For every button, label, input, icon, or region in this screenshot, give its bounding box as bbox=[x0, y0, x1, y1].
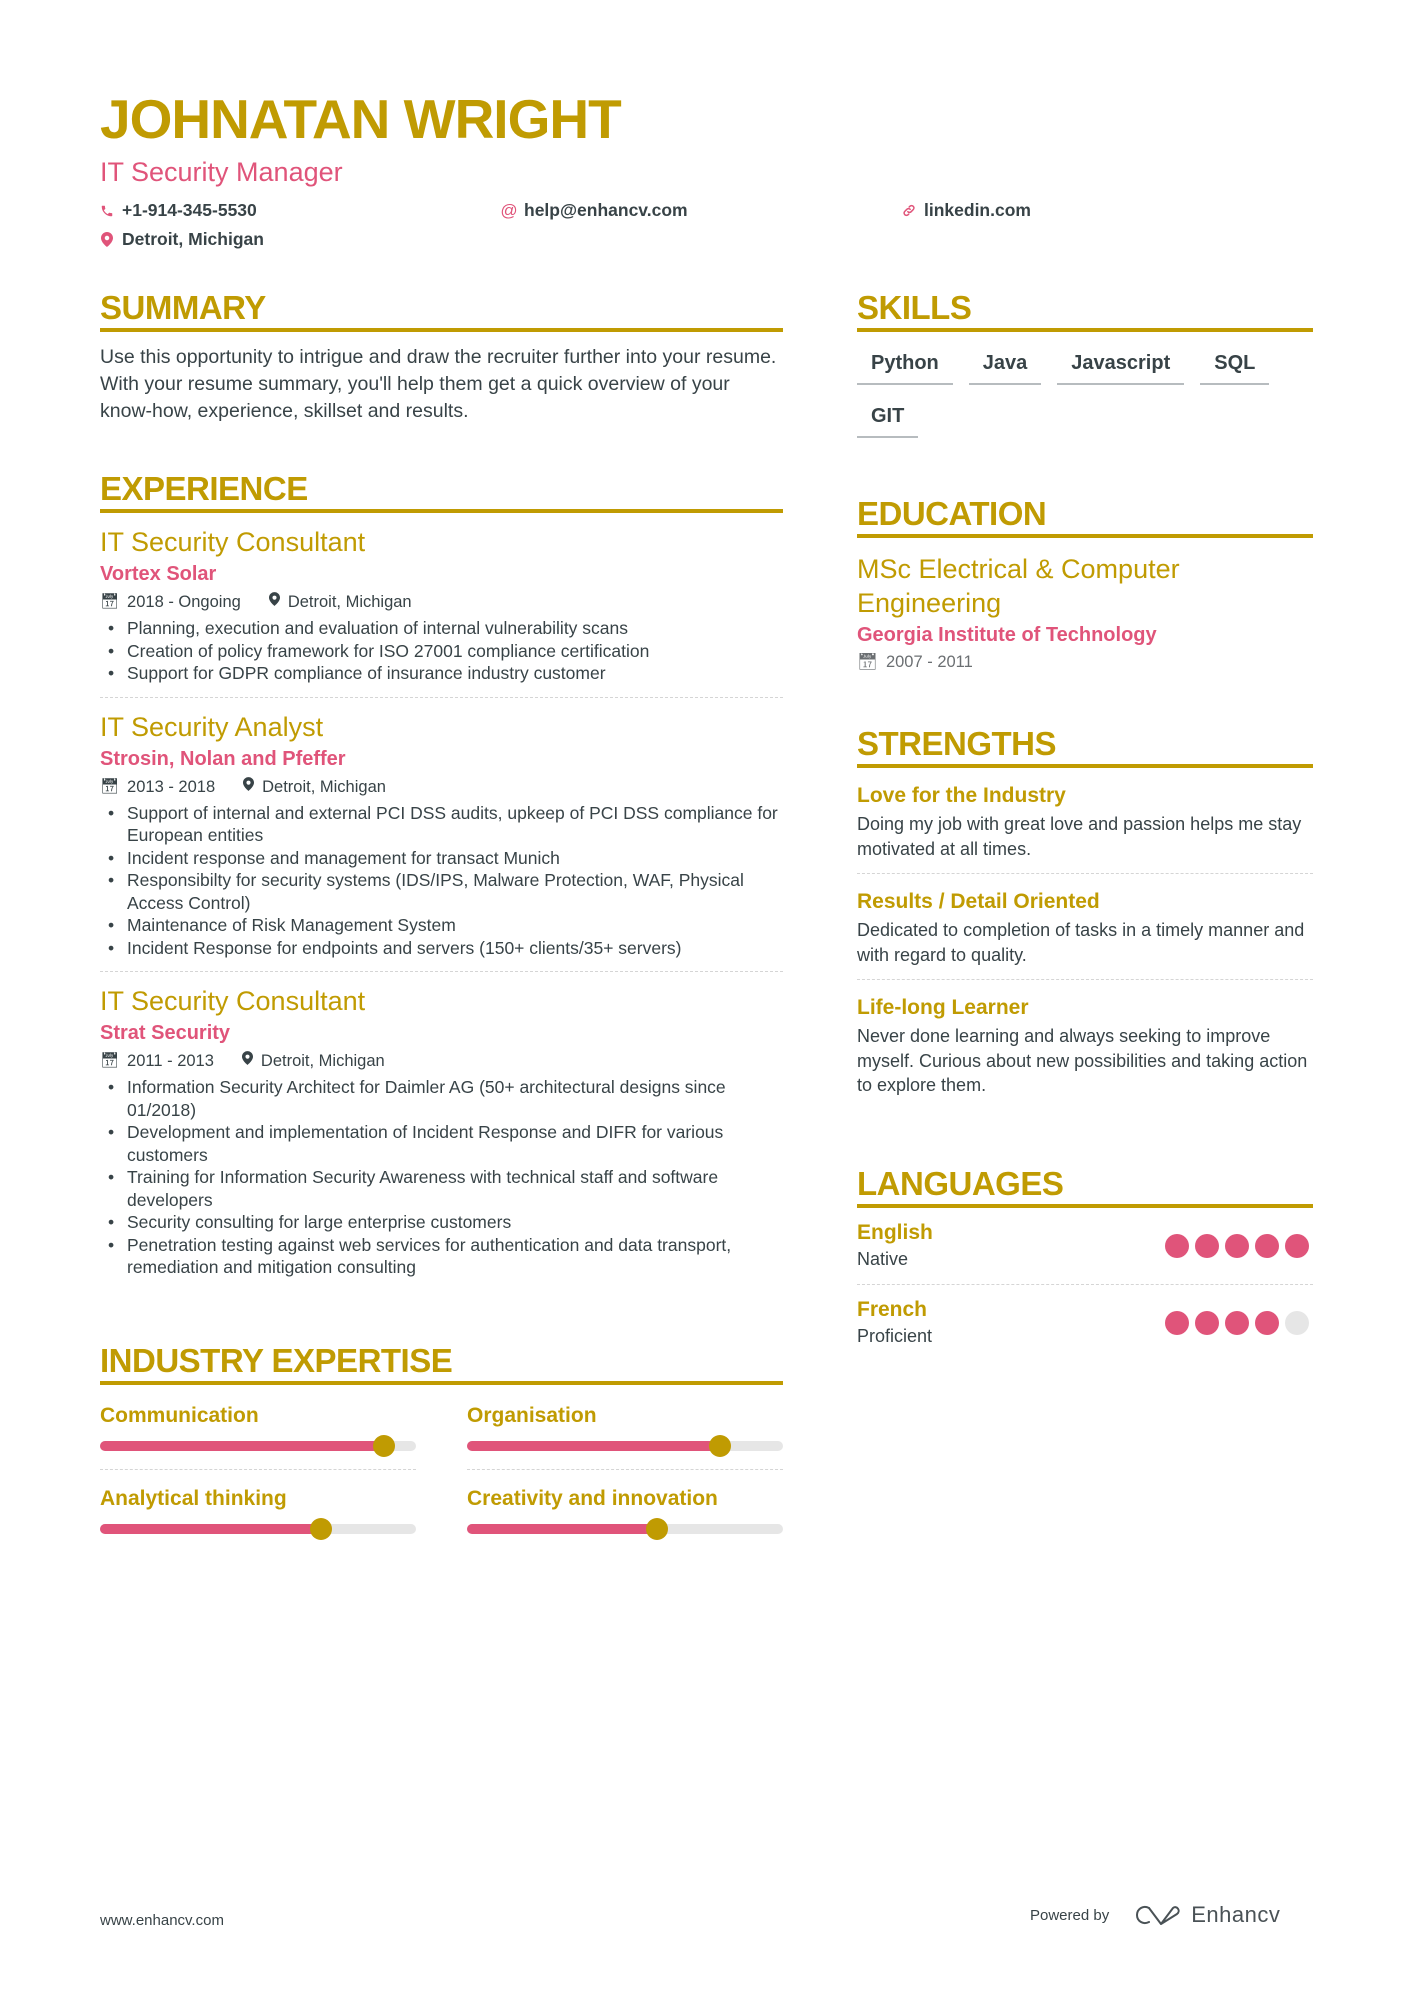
bullet-item: • Planning, execution and evaluation of internal vulnerability scans bbox=[100, 617, 783, 640]
company-name: Vortex Solar bbox=[100, 563, 217, 585]
strength-item bbox=[857, 768, 1313, 874]
language-text bbox=[857, 1297, 932, 1349]
bullet-item: • Security consulting for large enterprise customers bbox=[100, 1211, 783, 1234]
job-bullets bbox=[100, 1076, 783, 1279]
footer-website[interactable]: www.enhancv.com bbox=[100, 1912, 224, 1929]
contact-phone bbox=[100, 200, 257, 221]
job-dates: 2018 - Ongoing bbox=[127, 593, 241, 611]
language-name: English bbox=[857, 1220, 933, 1244]
strengths-section bbox=[857, 724, 1313, 1110]
experience-section bbox=[100, 469, 783, 1291]
slider-knob bbox=[373, 1435, 395, 1457]
company-name: Strat Security bbox=[100, 1022, 231, 1044]
experience-item bbox=[100, 698, 783, 973]
summary-text: Use this opportunity to intrigue and draw the recruiter further into your resume. With your resume summary, you'll help them get a quick overview of your know-how, experience, skillset and results. bbox=[100, 346, 777, 422]
job-location: Detroit, Michigan bbox=[260, 1052, 385, 1070]
expertise-label: Organisation bbox=[467, 1403, 597, 1427]
contact-info bbox=[100, 194, 1320, 264]
calendar-icon: 📅︎ bbox=[857, 653, 878, 671]
left-column bbox=[100, 288, 783, 1590]
expertise-heading: INDUSTRY EXPERTISE bbox=[100, 1341, 783, 1385]
language-level: Native bbox=[857, 1248, 909, 1269]
summary-section bbox=[100, 288, 783, 425]
strength-item bbox=[857, 980, 1313, 1110]
school-name: Georgia Institute of Technology bbox=[857, 624, 1157, 646]
powered-by-label: Powered by bbox=[1030, 1906, 1110, 1924]
job-meta bbox=[100, 589, 783, 615]
skills-heading: SKILLS bbox=[857, 288, 1313, 332]
bullet-item: • Incident response and management for transact Munich bbox=[100, 847, 783, 870]
job-location: Detroit, Michigan bbox=[262, 777, 386, 796]
location-text: Detroit, Michigan bbox=[122, 229, 264, 249]
strength-title: Results / Detail Oriented bbox=[857, 890, 1100, 913]
proficiency-dot-filled bbox=[1285, 1234, 1309, 1258]
map-pin-icon bbox=[100, 232, 114, 247]
slider-fill bbox=[467, 1441, 720, 1451]
brand-name: Enhancv bbox=[1191, 1902, 1281, 1927]
right-column bbox=[857, 288, 1313, 1399]
expertise-slider bbox=[467, 1441, 783, 1451]
experience-item bbox=[100, 513, 783, 698]
experience-heading: EXPERIENCE bbox=[100, 469, 783, 513]
expertise-label: Creativity and innovation bbox=[467, 1486, 718, 1510]
language-text bbox=[857, 1220, 933, 1272]
phone-icon bbox=[100, 204, 114, 218]
resume-header bbox=[100, 84, 1320, 264]
skills-list bbox=[857, 348, 1313, 454]
proficiency-dot-filled bbox=[1195, 1234, 1219, 1258]
expertise-item bbox=[100, 1397, 416, 1470]
bullet-item: • Responsibilty for security systems (IDS/IPS, Malware Protection, WAF, Physical Access Control) bbox=[100, 869, 783, 914]
education-heading: EDUCATION bbox=[857, 494, 1313, 538]
slider-knob bbox=[310, 1518, 332, 1540]
bullet-item: • Incident Response for endpoints and servers (150+ clients/35+ servers) bbox=[100, 937, 783, 960]
job-role: IT Security Analyst bbox=[100, 711, 324, 742]
language-name: French bbox=[857, 1297, 928, 1321]
expertise-item bbox=[467, 1397, 783, 1470]
proficiency-dot-filled bbox=[1255, 1311, 1279, 1335]
job-dates: 2011 - 2013 bbox=[127, 1052, 214, 1070]
job-dates: 2013 - 2018 bbox=[127, 777, 216, 796]
bullet-item: • Creation of policy framework for ISO 27001 compliance certification bbox=[100, 640, 783, 663]
language-item bbox=[857, 1208, 1313, 1285]
proficiency-dots bbox=[1165, 1311, 1309, 1335]
strength-description: Doing my job with great love and passion helps me stay motivated at all times. bbox=[857, 814, 1302, 859]
proficiency-dot-filled bbox=[1225, 1234, 1249, 1258]
map-pin-icon bbox=[269, 589, 280, 615]
proficiency-dot-filled bbox=[1225, 1311, 1249, 1335]
expertise-label: Communication bbox=[100, 1403, 259, 1427]
skill-tag: Python bbox=[857, 348, 953, 385]
contact-location bbox=[100, 229, 264, 250]
footer-branding bbox=[1030, 1902, 1280, 1928]
strength-title: Life-long Learner bbox=[857, 996, 1029, 1019]
calendar-icon: 📅︎ bbox=[100, 593, 120, 610]
bullet-item: • Training for Information Security Awareness with technical staff and software developers bbox=[100, 1166, 783, 1211]
skill-tag: Javascript bbox=[1057, 348, 1184, 385]
industry-expertise-section bbox=[100, 1341, 783, 1552]
expertise-grid bbox=[100, 1397, 783, 1552]
enhancv-logo[interactable] bbox=[1135, 1902, 1280, 1928]
expertise-slider bbox=[467, 1524, 783, 1534]
strength-item bbox=[857, 874, 1313, 980]
proficiency-dot-filled bbox=[1255, 1234, 1279, 1258]
strengths-heading: STRENGTHS bbox=[857, 724, 1313, 768]
experience-item bbox=[100, 972, 783, 1291]
at-icon: @ bbox=[500, 200, 518, 220]
education-dates bbox=[857, 650, 1313, 674]
job-location: Detroit, Michigan bbox=[287, 593, 412, 611]
job-bullets bbox=[100, 802, 783, 960]
link-icon bbox=[902, 203, 916, 218]
job-role: IT Security Consultant bbox=[100, 527, 366, 557]
bullet-item: • Information Security Architect for Daimler AG (50+ architectural designs since 01/2018) bbox=[100, 1076, 783, 1121]
education-dates-text: 2007 - 2011 bbox=[885, 653, 973, 671]
strength-description: Dedicated to completion of tasks in a timely manner and with regard to quality. bbox=[857, 920, 1305, 965]
linkedin-link[interactable]: linkedin.com bbox=[924, 200, 1031, 220]
language-item bbox=[857, 1285, 1313, 1361]
languages-section bbox=[857, 1164, 1313, 1361]
proficiency-dot-filled bbox=[1165, 1234, 1189, 1258]
slider-fill bbox=[467, 1524, 657, 1534]
calendar-icon: 📅︎ bbox=[100, 777, 120, 795]
job-bullets bbox=[100, 617, 783, 685]
bullet-item: • Support for GDPR compliance of insurance industry customer bbox=[100, 662, 783, 685]
slider-fill bbox=[100, 1524, 321, 1534]
company-name: Strosin, Nolan and Pfeffer bbox=[100, 747, 346, 770]
proficiency-dot-filled bbox=[1195, 1311, 1219, 1335]
expertise-slider bbox=[100, 1524, 416, 1534]
contact-link bbox=[902, 200, 1031, 221]
summary-heading: SUMMARY bbox=[100, 288, 783, 332]
contact-email bbox=[502, 200, 688, 221]
proficiency-dot-empty bbox=[1285, 1311, 1309, 1335]
strength-description: Never done learning and always seeking to improve myself. Curious about new possibilities and taking action to explore them. bbox=[857, 1026, 1308, 1095]
phone-number: +1-914-345-5530 bbox=[122, 200, 257, 220]
bullet-item: • Penetration testing against web services for authentication and data transport, remediation and mitigation consulting bbox=[100, 1234, 783, 1279]
bullet-item: • Support of internal and external PCI DSS audits, upkeep of PCI DSS compliance for European entities bbox=[100, 802, 783, 847]
skills-section bbox=[857, 288, 1313, 454]
job-meta bbox=[100, 774, 783, 800]
bullet-item: • Development and implementation of Incident Response and DIFR for various customers bbox=[100, 1121, 783, 1166]
education-item bbox=[857, 552, 1313, 674]
map-pin-icon bbox=[243, 774, 254, 800]
language-level: Proficient bbox=[857, 1325, 933, 1346]
enhancv-logo-icon bbox=[1135, 1903, 1181, 1927]
proficiency-dots bbox=[1165, 1234, 1309, 1258]
expertise-label: Analytical thinking bbox=[100, 1486, 287, 1510]
job-role: IT Security Consultant bbox=[100, 986, 366, 1016]
candidate-name: JOHNATAN WRIGHT bbox=[100, 88, 621, 150]
proficiency-dot-filled bbox=[1165, 1311, 1189, 1335]
expertise-item bbox=[100, 1470, 416, 1552]
expertise-item bbox=[467, 1470, 783, 1552]
expertise-slider bbox=[100, 1441, 416, 1451]
skill-tag: GIT bbox=[857, 401, 918, 438]
slider-knob bbox=[709, 1435, 731, 1457]
skill-tag: SQL bbox=[1200, 348, 1269, 385]
job-meta bbox=[100, 1048, 783, 1074]
degree: MSc Electrical & Computer Engineering bbox=[857, 554, 1180, 618]
calendar-icon: 📅︎ bbox=[100, 1052, 120, 1069]
slider-knob bbox=[646, 1518, 668, 1540]
candidate-title: IT Security Manager bbox=[100, 157, 343, 187]
map-pin-icon bbox=[242, 1048, 253, 1074]
education-section bbox=[857, 494, 1313, 674]
skill-tag: Java bbox=[969, 348, 1042, 385]
languages-heading: LANGUAGES bbox=[857, 1164, 1313, 1208]
slider-fill bbox=[100, 1441, 384, 1451]
strength-title: Love for the Industry bbox=[857, 784, 1066, 807]
bullet-item: • Maintenance of Risk Management System bbox=[100, 914, 783, 937]
email-address[interactable]: help@enhancv.com bbox=[524, 200, 688, 220]
